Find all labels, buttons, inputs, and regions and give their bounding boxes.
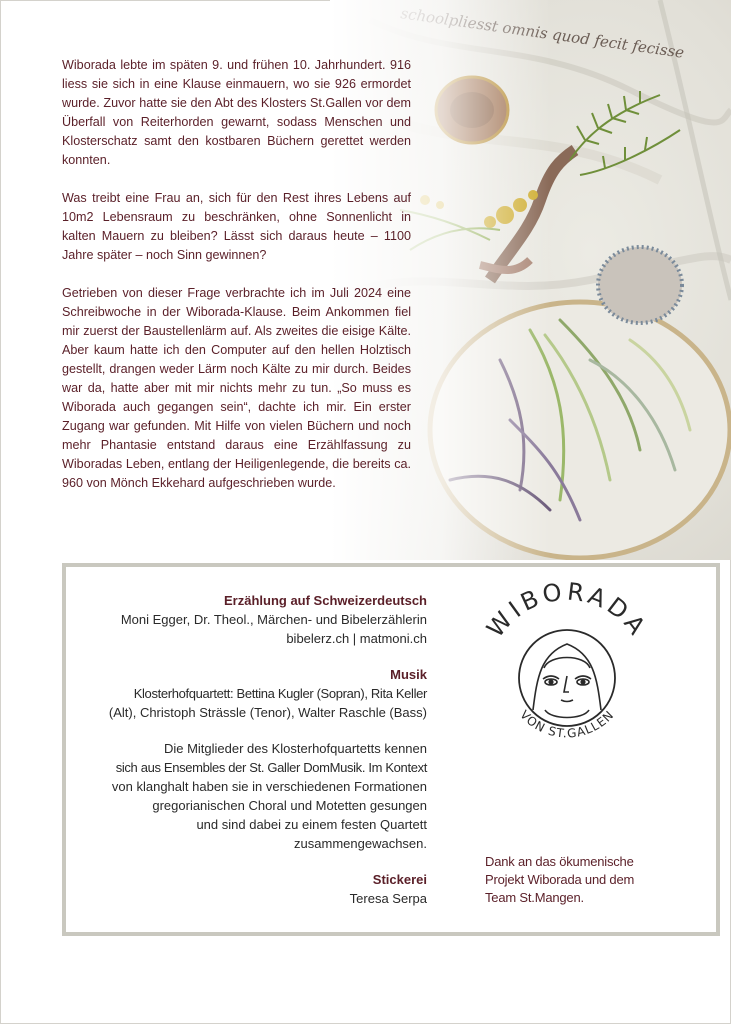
ensemble-line: sich aus Ensembles der St. Galler DomMusik. Im Kontext xyxy=(115,760,427,775)
logo-subtitle: VON ST.GALLEN xyxy=(517,707,617,741)
thanks-line: Projekt Wiborada und dem xyxy=(485,872,635,887)
credits-column xyxy=(66,591,427,925)
thanks-line: Dank an das ökumenische xyxy=(485,854,634,869)
saint-face-icon xyxy=(533,644,601,718)
music-line: Klosterhofquartett: Bettina Kugler (Sopran), Rita Keller xyxy=(133,686,427,701)
ensemble-line: zusammengewachsen. xyxy=(294,836,427,851)
intro-paragraph: Was treibt eine Frau an, sich für den Rest ihres Lebens auf 10m2 Lebensraum zu beschränken, ohne Sonnenlicht in kalten Mauern zu bleiben? Lässt sich daraus heute – 1100 Jahre später – noch Sinn gewinnen? xyxy=(62,191,411,262)
ensemble-description xyxy=(66,739,427,853)
svg-text:WIBORADA xyxy=(481,582,653,643)
music-heading: Musik xyxy=(390,667,427,682)
svg-text:VON ST.GALLEN xyxy=(517,708,617,741)
embroidery-artist: Teresa Serpa xyxy=(349,891,427,906)
ensemble-line: gregorianischen Choral und Motetten gesungen xyxy=(152,798,427,813)
thanks-note xyxy=(485,853,670,907)
music-line: (Alt), Christoph Strässle (Tenor), Walter Raschle (Bass) xyxy=(108,705,427,720)
intro-paragraph: Getrieben von dieser Frage verbrachte ich im Juli 2024 eine Schreibwoche in der Wiborada-Klause. Beim Ankommen fiel mir zuerst der Baustellenlärm auf. Als zweites die eisige Kälte. Aber kaum hatte ich den Computer auf den hellen Holztisch gestellt, drangen weder Lärm noch Kälte zu mir durch. Beides war da, hatte aber mit mir nichts mehr zu tun. „So muss es Wiborada auch gegangen sein“, dachte ich mir. Ein erster Zugang war gefunden. Mit Hilfe von vielen Büchern und noch mehr Phantasie entstand daraus eine Erzählfassung zu Wiboradas Leben, entlang der Heiligenlegende, die bereits ca. 960 von Mönch Ekkehard aufgeschrieben wurde. xyxy=(62,286,411,490)
narrator-websites: bibelerz.ch | matmoni.ch xyxy=(286,631,427,646)
credits-box xyxy=(62,563,720,936)
logo-title: WIBORADA xyxy=(481,582,653,643)
wiborada-logo xyxy=(471,582,663,772)
embroidery-heading: Stickerei xyxy=(372,872,427,887)
ensemble-line: Die Mitglieder des Klosterhofquartetts kennen xyxy=(163,741,427,756)
intro-paragraph: Wiborada lebte im späten 9. und frühen 10. Jahrhundert. 916 liess sie sich in eine Klause einmauern, wo sie 926 ermordet wurde. Zuvor hatte sie den Abt des Klosters St.Gallen vor dem Überfall von Reiterhorden gewarnt, sodass Menschen und Klosterschatz samt den kostbaren Büchern gerettet werden konnten. xyxy=(62,58,411,167)
ensemble-line: von klanghalt haben sie in verschiedenen Formationen xyxy=(111,779,427,794)
thanks-line: Team St.Mangen. xyxy=(485,890,584,905)
ensemble-line: und sind dabei zu einem festen Quartett xyxy=(196,817,427,832)
intro-text xyxy=(62,56,411,512)
narrator-line: Moni Egger, Dr. Theol., Märchen- und Bibelerzählerin xyxy=(120,612,427,627)
narration-heading: Erzählung auf Schweizerdeutsch xyxy=(224,593,427,608)
narration-block xyxy=(66,591,427,648)
music-block xyxy=(66,665,427,722)
embroidery-block xyxy=(66,870,427,908)
